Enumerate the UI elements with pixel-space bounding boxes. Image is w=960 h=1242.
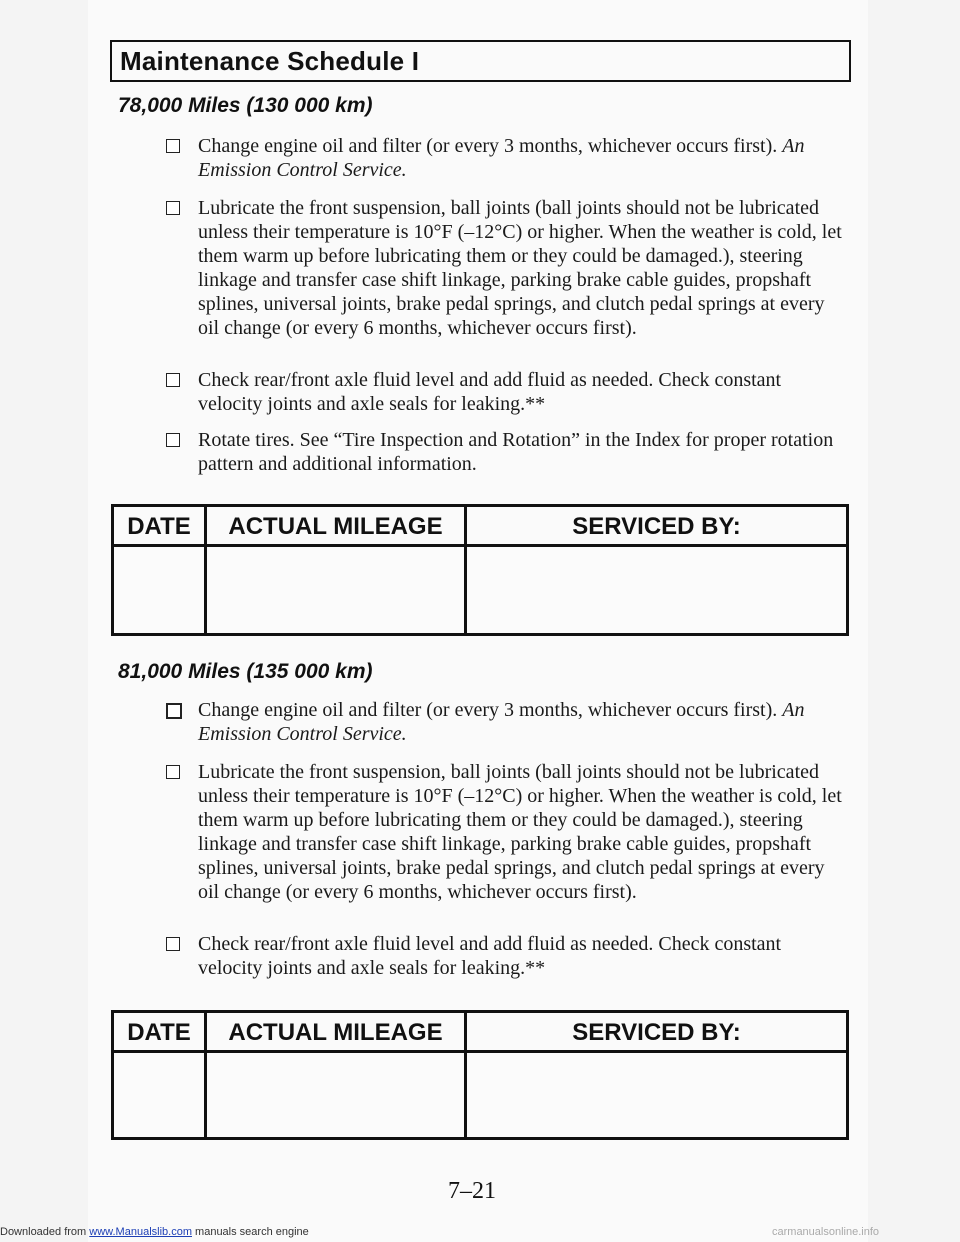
date-cell[interactable] (114, 1053, 204, 1137)
checkbox-icon[interactable] (166, 373, 180, 387)
actual-mileage-cell[interactable] (204, 547, 464, 633)
checkbox-icon[interactable] (166, 139, 180, 153)
service-record-table (111, 504, 849, 636)
actual-mileage-cell[interactable] (204, 1053, 464, 1137)
actual-mileage-header: ACTUAL MILEAGE (204, 507, 464, 547)
checklist-item: Lubricate the front suspension, ball joints (ball joints should not be lubricated unless their temperature is 10°F (–12°C) or higher. When the weather is cold, let them warm up before lubricating them or they could be damaged.), steering linkage and transfer case shift linkage, parking brake cable guides, propshaft splines, universal joints, brake pedal springs, and clutch pedal springs at every oil change (or every 6 months, whichever occurs first). (198, 760, 848, 904)
checkbox-icon[interactable] (166, 937, 180, 951)
page-title: Maintenance Schedule I (120, 46, 420, 76)
serviced-by-header: SERVICED BY: (464, 1013, 846, 1053)
date-cell[interactable] (114, 547, 204, 633)
serviced-by-header: SERVICED BY: (464, 507, 846, 547)
checklist-item: Change engine oil and filter (or every 3 months, whichever occurs first). An Emission Control Service. (198, 698, 848, 746)
checklist-item: Check rear/front axle fluid level and add fluid as needed. Check constant velocity joints and axle seals for leaking.** (198, 932, 848, 980)
checklist-item: Rotate tires. See “Tire Inspection and Rotation” in the Index for proper rotation pattern and additional information. (198, 428, 848, 476)
checkbox-icon[interactable] (166, 765, 180, 779)
checkbox-icon[interactable] (166, 201, 180, 215)
checklist-item: Change engine oil and filter (or every 3 months, whichever occurs first). An Emission Control Service. (198, 134, 848, 182)
section-heading-78000: 78,000 Miles (130 000 km) (118, 94, 373, 117)
checklist-item: Check rear/front axle fluid level and add fluid as needed. Check constant velocity joints and axle seals for leaking.** (198, 368, 848, 416)
date-header: DATE (114, 1013, 204, 1053)
page-number: 7–21 (448, 1178, 496, 1204)
checkbox-icon[interactable] (166, 703, 182, 719)
download-footer: Downloaded from www.Manualslib.com manuals search engine (0, 1226, 309, 1238)
page-title-box (110, 40, 851, 82)
date-header: DATE (114, 507, 204, 547)
serviced-by-cell[interactable] (464, 1053, 846, 1137)
actual-mileage-header: ACTUAL MILEAGE (204, 1013, 464, 1053)
checklist-item: Lubricate the front suspension, ball joints (ball joints should not be lubricated unless their temperature is 10°F (–12°C) or higher. When the weather is cold, let them warm up before lubricating them or they could be damaged.), steering linkage and transfer case shift linkage, parking brake cable guides, propshaft splines, universal joints, brake pedal springs, and clutch pedal springs at every oil change (or every 6 months, whichever occurs first). (198, 196, 848, 340)
serviced-by-cell[interactable] (464, 547, 846, 633)
section-heading-81000: 81,000 Miles (135 000 km) (118, 660, 373, 683)
checkbox-icon[interactable] (166, 433, 180, 447)
watermark-text: carmanualsonline.info (772, 1226, 880, 1238)
manualslib-link[interactable]: www.Manualslib.com (89, 1226, 192, 1238)
service-record-table (111, 1010, 849, 1140)
